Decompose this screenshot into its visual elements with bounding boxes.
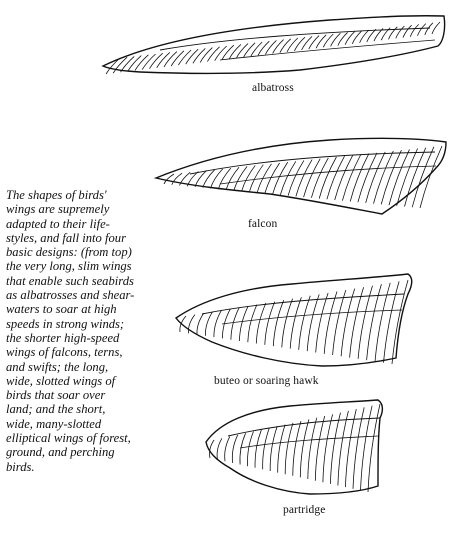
feather-stroke (255, 430, 261, 468)
feather-stroke (171, 51, 184, 66)
feather-stroke (247, 431, 253, 466)
partridge-label: partridge (283, 504, 326, 516)
feather-stroke (251, 42, 262, 56)
feather-stroke (285, 423, 293, 474)
feather-stroke (258, 41, 269, 55)
feather-stroke (234, 166, 247, 190)
caption-line: adapted to their life- (6, 216, 110, 231)
caption-line: land; and the short, (6, 402, 106, 417)
feather-stroke (316, 293, 328, 353)
feather-stroke (300, 419, 309, 477)
feather-stroke (265, 40, 276, 54)
caption-line: ground, and perching (6, 445, 115, 460)
feather-stroke (273, 162, 288, 194)
feather-stroke (418, 24, 426, 36)
caption-line: basic designs: (from top) (6, 245, 132, 260)
feather-stroke (239, 306, 248, 341)
feather-stroke (178, 50, 191, 65)
caption-line: speeds in strong winds; (6, 316, 125, 331)
buteo-label: buteo or soaring hawk (214, 375, 319, 387)
feather-stroke (229, 44, 241, 59)
feather-stroke (207, 47, 219, 62)
feather-stroke (240, 433, 246, 464)
feather-stroke (425, 23, 433, 35)
feather-stroke (200, 48, 212, 63)
feather-stroke (280, 161, 295, 195)
caption-line: birds. (6, 459, 35, 474)
feather-stroke (186, 49, 199, 64)
partridge-wing-illustration (200, 390, 400, 500)
caption-line: the very long, slim wings (6, 259, 132, 274)
feather-stroke (231, 307, 239, 339)
caption-line: elliptical wings of forest, (6, 431, 131, 446)
caption-line: wings are supremely (6, 202, 110, 217)
albatross-label: albatross (252, 82, 294, 94)
feather-stroke (128, 56, 142, 72)
feather-stroke (288, 160, 304, 195)
feather-stroke (215, 46, 227, 61)
caption-line: The shapes of birds' (6, 188, 107, 202)
feather-stroke (248, 305, 257, 343)
feather-stroke (205, 312, 212, 336)
feather-stroke (278, 425, 285, 473)
caption-line: wide, slotted wings of (6, 373, 116, 388)
feather-stroke (296, 160, 312, 197)
feather-stroke (150, 53, 163, 68)
feather-stroke (338, 411, 349, 486)
feather-stroke (273, 40, 284, 54)
caption-line: birds that soar over (6, 388, 106, 403)
feather-stroke (225, 437, 230, 462)
feather-stroke (270, 426, 277, 471)
feather-stroke (420, 146, 442, 208)
feather-stroke (244, 43, 256, 57)
caption-line: that enable such seabirds (6, 273, 134, 288)
buteo-wing-drawing (172, 262, 422, 372)
feather-stroke (106, 58, 120, 74)
feather-stroke (193, 48, 205, 63)
feather-stroke (304, 159, 321, 197)
caption-line: as albatrosses and shear- (6, 288, 135, 303)
caption-line: wings of falcons, terns, (6, 345, 123, 360)
feather-stroke (345, 409, 356, 487)
feather-stroke (214, 310, 222, 337)
feather-stroke (236, 44, 248, 58)
feather-stroke (197, 313, 204, 335)
falcon-wing-drawing (150, 128, 450, 228)
feather-stroke (280, 39, 291, 53)
falcon-label: falcon (248, 218, 278, 230)
albatross-wing-illustration (100, 8, 450, 88)
feather-stroke (307, 294, 319, 351)
feather-stroke (330, 413, 340, 484)
falcon-wing-illustration (150, 128, 450, 228)
feather-stroke (265, 302, 275, 345)
feather-stroke (263, 428, 270, 469)
caption-line: wide, many-slotted (6, 416, 102, 431)
feather-stroke (164, 52, 177, 67)
caption-line: and swifts; the long, (6, 359, 109, 374)
feather-stroke (226, 167, 239, 190)
partridge-wing-drawing (200, 390, 400, 500)
caption-line: waters to soar at high (6, 302, 117, 317)
albatross-wing-drawing (100, 8, 450, 88)
feather-stroke (157, 52, 170, 67)
feather-stroke (299, 296, 311, 350)
feather-stroke (256, 303, 266, 344)
feather-stroke (142, 54, 155, 70)
caption-line: the shorter high-speed (6, 330, 120, 345)
feather-stroke (222, 45, 234, 60)
feather-stroke (287, 38, 298, 52)
feather-stroke (232, 435, 237, 463)
feather-stroke (217, 438, 222, 459)
feather-stroke (311, 158, 328, 198)
buteo-wing-illustration (172, 262, 422, 372)
feather-stroke (242, 166, 256, 192)
figure-caption (6, 188, 182, 474)
feather-stroke (432, 22, 440, 34)
caption-line: styles, and fall into four (6, 230, 126, 245)
feather-stroke (324, 292, 337, 354)
feather-stroke (293, 421, 301, 476)
feather-stroke (135, 55, 148, 71)
